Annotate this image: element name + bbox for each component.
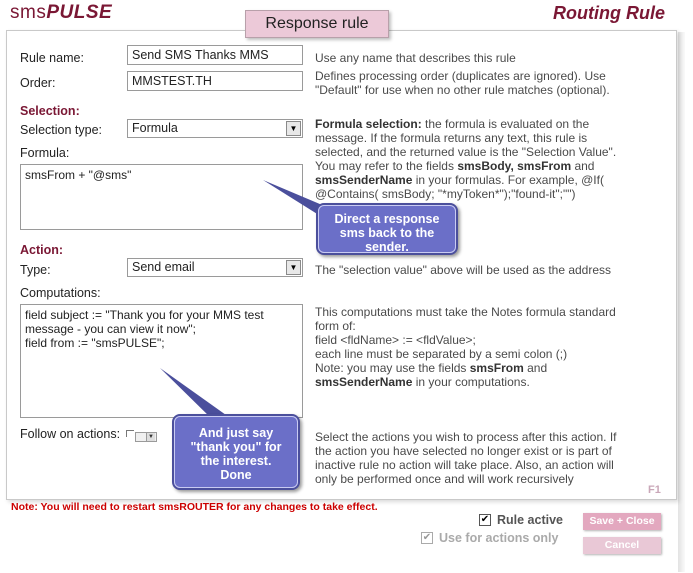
selection-type-label: Selection type: (20, 123, 102, 137)
selection-section-title: Selection: (20, 104, 80, 118)
restart-warning: Note: You will need to restart smsROUTER for any changes to take effect. (11, 501, 378, 513)
formula-help-text: selected, and the returned value is the "Selection Value". (315, 145, 617, 159)
callout-thanks (172, 414, 300, 490)
computations-help-fields: smsFrom (469, 361, 524, 375)
computations-help-text: This computations must take the Notes formula standard (315, 305, 616, 319)
callout-response (316, 203, 458, 255)
follow-on-help-text: the action you have selected no longer exist or is part of (315, 444, 612, 458)
action-section-title: Action: (20, 243, 64, 257)
formula-help-fields: smsSenderName (315, 173, 413, 187)
computations-label: Computations: (20, 286, 101, 300)
follow-on-help-text: inactive rule no action will take place. Also, an action will (315, 458, 614, 472)
formula-help-fields: smsBody, smsFrom (457, 159, 572, 173)
logo-suffix: PULSE (46, 2, 113, 23)
computations-help-text: in your computations. (412, 375, 530, 389)
computations-textarea[interactable]: field subject := "Thank you for your MMS test message - you can view it now"; field from := "smsPULSE"; (20, 304, 303, 418)
logo-prefix: sms (10, 2, 47, 23)
selection-type-value: Formula (132, 121, 178, 135)
formula-help-text: the formula is evaluated on the (421, 117, 590, 131)
chevron-down-icon[interactable]: ▼ (146, 433, 155, 441)
order-label: Order: (20, 76, 56, 90)
cancel-button[interactable]: Cancel (583, 537, 661, 554)
chevron-down-icon[interactable]: ▼ (286, 260, 301, 275)
callout-line: Direct a response (334, 212, 440, 226)
rule-name-help: Use any name that describes this rule (315, 51, 516, 65)
rule-active-label: Rule active (497, 513, 564, 527)
computations-help-text: and (523, 361, 548, 375)
callout-inner (318, 205, 456, 253)
form-name: Routing Rule (553, 3, 665, 23)
computations-help-text: field <fldName> := <fldValue>; (315, 333, 476, 347)
use-for-actions-label: Use for actions only (439, 531, 559, 545)
follow-on-help-text: only be performed once and will work recursively (315, 472, 574, 486)
formula-help-text: and (571, 159, 595, 173)
save-close-button[interactable]: Save + Close (583, 513, 661, 530)
rule-active-checkbox[interactable]: ✔ (480, 514, 490, 525)
callout-line: Done (220, 468, 252, 482)
formula-help-text: @Contains( smsBody; "*myToken*");"found-it";"") (315, 187, 576, 201)
formula-label: Formula: (20, 146, 70, 160)
order-input[interactable]: MMSTEST.TH (127, 71, 303, 91)
callout-line: sms back to the (339, 226, 435, 240)
callout-line: the interest. (200, 454, 272, 468)
formula-textarea[interactable]: smsFrom + "@sms" (20, 164, 303, 230)
callout-inner (174, 416, 298, 488)
action-type-value: Send email (132, 260, 195, 274)
rule-name-input[interactable]: Send SMS Thanks MMS (127, 45, 303, 65)
formula-help-title: Formula selection: (315, 117, 422, 131)
order-help-line: "Default" for use when no other rule matches (optional). (315, 83, 610, 97)
callout-line: "thank you" for (190, 440, 282, 454)
chevron-down-icon[interactable]: ▼ (286, 121, 301, 136)
formula-help-text: message. If the formula returns any text, this rule is (315, 131, 588, 145)
computations-help-text: form of: (315, 319, 356, 333)
action-type-label: Type: (20, 263, 51, 277)
follow-on-label: Follow on actions: (20, 427, 121, 441)
help-key-hint: F1 (648, 484, 661, 496)
follow-on-help-text: Select the actions you wish to process after this action. If (315, 430, 617, 444)
rule-name-label: Rule name: (20, 51, 84, 65)
window-title: Response rule (245, 10, 389, 38)
formula-help-text: in your formulas. For example, @If( (412, 173, 604, 187)
formula-help-text: You may refer to the fields (315, 159, 458, 173)
callout-line: sender. (365, 240, 409, 254)
order-help-line: Defines processing order (duplicates are ignored). Use (315, 69, 606, 83)
action-type-help: The "selection value" above will be used as the address (315, 263, 612, 277)
computations-help-fields: smsSenderName (315, 375, 413, 389)
callout-line: And just say (198, 426, 274, 440)
use-for-actions-checkbox[interactable]: ✔ (422, 532, 432, 543)
computations-help-text: Note: you may use the fields (315, 361, 470, 375)
computations-help-text: each line must be separated by a semi colon (;) (315, 347, 568, 361)
